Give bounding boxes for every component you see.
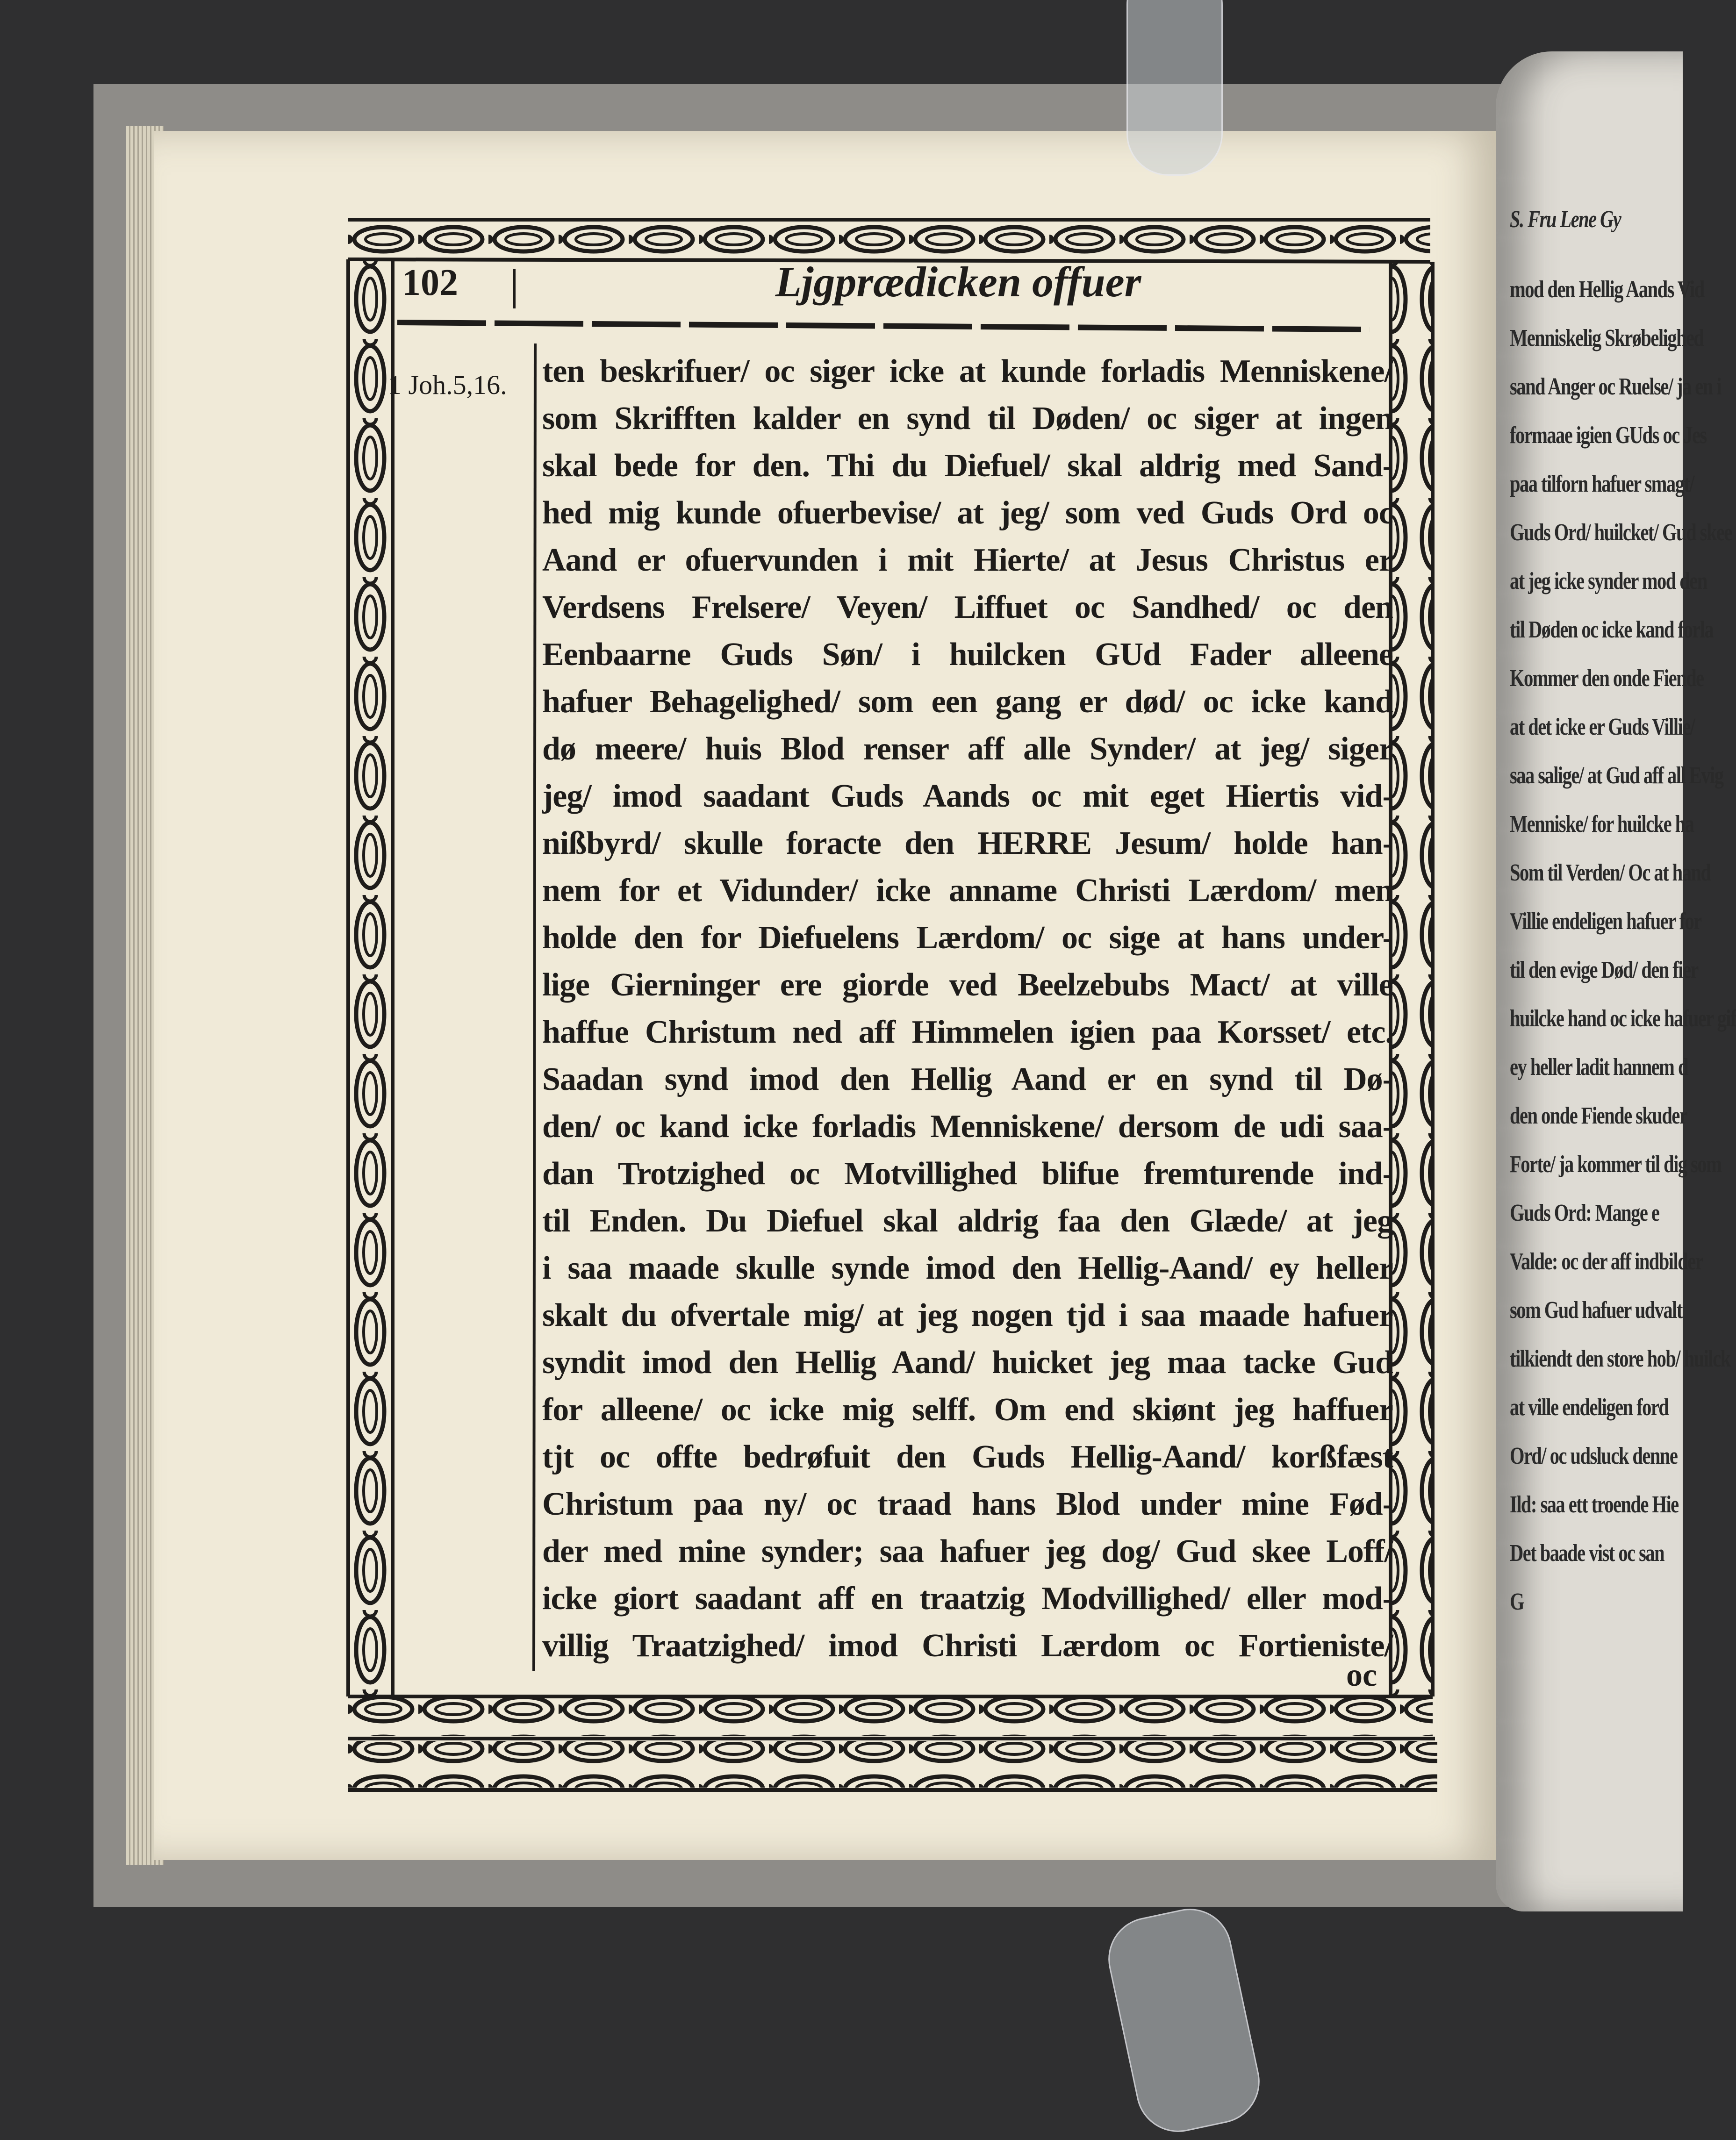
- text-line: ten beskrifuer/ oc siger icke at kunde forladis Menniskene/: [542, 353, 1393, 389]
- text-line: hafuer Behagelighed/ som een gang er død/ oc icke kand: [542, 684, 1393, 720]
- facing-text-line: Villie endeligen hafuer for: [1510, 908, 1701, 935]
- text-line: Christum paa ny/ oc traad hans Blod under mine Fød-: [542, 1486, 1393, 1522]
- facing-text-line: Menniskelig Skrøbelighed: [1510, 325, 1704, 351]
- text-line: som Skrifften kalder en synd til Døden/ oc siger at ingen: [542, 401, 1393, 437]
- text-line: villig Traatzighed/ imod Christi Lærdom oc Fortieniste/: [542, 1628, 1393, 1664]
- facing-text-line: at ville endeligen ford: [1510, 1394, 1669, 1421]
- facing-text-line: Forte/ ja kommer til dig som: [1510, 1151, 1722, 1178]
- border-left: [348, 259, 393, 1696]
- border-bottom: [348, 1696, 1437, 1790]
- facing-text-line: Guds Ord/ huilcket/ Gud skee: [1510, 519, 1732, 546]
- facing-text-line: Kommer den onde Fiende: [1510, 665, 1704, 692]
- running-head: Ljgprædicken offuer: [775, 258, 1141, 306]
- text-line: icke giort saadant aff en traatzig Modvillighed/ eller mod-: [542, 1581, 1393, 1617]
- facing-text-line: saa salige/ at Gud aff all Evig: [1510, 762, 1723, 789]
- facing-text-line: mod den Hellig Aands Vid: [1510, 276, 1704, 303]
- facing-text-line: at det icke er Guds Villie/: [1510, 714, 1695, 740]
- text-line: syndit imod den Hellig Aand/ huicket jeg maa tacke Gud: [542, 1345, 1393, 1381]
- text-line: lige Gierninger ere giorde ved Beelzebubs Mact/ at ville: [542, 967, 1393, 1003]
- border-top: [348, 220, 1430, 262]
- text-line: dan Trotzighed oc Motvillighed blifue fremturende ind-: [542, 1156, 1393, 1192]
- text-line: nem for et Vidunder/ icke anname Christi Lærdom/ men: [542, 873, 1393, 909]
- text-line: Verdsens Frelsere/ Veyen/ Liffuet oc Sandhed/ oc den: [542, 589, 1393, 625]
- facing-text-line: tilkiendt den store hob/ huilck: [1510, 1346, 1730, 1372]
- facing-text-line: Det baade vist oc san: [1510, 1540, 1664, 1567]
- text-line: den/ oc kand icke forladis Menniskene/ dersom de udi saa-: [542, 1109, 1393, 1145]
- header-rule: [397, 322, 1370, 329]
- text-line: skal bede for den. Thi du Diefuel/ skal aldrig med Sand-: [542, 448, 1393, 484]
- facing-text-line: huilcke hand oc icke hafuer gif: [1510, 1005, 1736, 1032]
- facing-text-line: den onde Fiende skuder: [1510, 1102, 1687, 1129]
- facing-text-line: Valde: oc der aff indbilder: [1510, 1248, 1703, 1275]
- text-line: dø meere/ huis Blod renser aff alle Synder/ at jeg/ siger: [542, 731, 1393, 767]
- text-column-rule: [534, 344, 535, 1671]
- page-number: 102: [402, 262, 458, 303]
- text-line: i saa maade skulle synde imod den Hellig-Aand/ ey heller: [542, 1250, 1393, 1286]
- text-line: der med mine synder; saa hafuer jeg dog/ Gud skee Loff/: [542, 1533, 1393, 1569]
- facing-running-head: S. Fru Lene Gy: [1510, 206, 1621, 233]
- text-line: Saadan synd imod den Hellig Aand er en synd til Dø-: [542, 1061, 1393, 1097]
- facing-text-line: G: [1510, 1589, 1524, 1615]
- facing-text-line: Ord/ oc udsluck denne: [1510, 1443, 1678, 1469]
- facing-text-line: ey heller ladit hannem d: [1510, 1054, 1688, 1081]
- facing-text-line: Ild: saa ett troende Hie: [1510, 1491, 1679, 1518]
- border-right: [1391, 262, 1433, 1696]
- text-line: Eenbaarne Guds Søn/ i huilcken GUd Fader alleene: [542, 637, 1393, 673]
- text-line: nißbyrd/ skulle foracte den HERRE Jesum/ holde han-: [542, 825, 1393, 861]
- text-line: haffue Christum ned aff Himmelen igien paa Korsset/ etc.: [542, 1014, 1393, 1050]
- margin-reference: 1 Joh.5,16.: [388, 370, 507, 400]
- facing-text-line: Guds Ord: Mange e: [1510, 1200, 1659, 1226]
- text-line: til Enden. Du Diefuel skal aldrig faa den Glæde/ at jeg: [542, 1203, 1393, 1239]
- text-line: skalt du ofvertale mig/ at jeg nogen tjd i saa maade hafuer: [542, 1297, 1393, 1333]
- catchword: oc: [1346, 1657, 1377, 1693]
- text-line: Aand er ofuervunden i mit Hierte/ at Jesus Christus er: [542, 542, 1393, 578]
- facing-text-line: til Døden oc icke kand forla: [1510, 616, 1714, 643]
- text-line: holde den for Diefuelens Lærdom/ oc sige at hans under-: [542, 920, 1393, 956]
- facing-text-line: som Gud hafuer udvalt: [1510, 1297, 1682, 1324]
- facing-text-line: til den evige Død/ den fier: [1510, 957, 1698, 983]
- book-clip-top: [1126, 0, 1223, 176]
- facing-text-line: paa tilforn hafuer smagt/: [1510, 471, 1694, 497]
- text-line: hed mig kunde ofuerbevise/ at jeg/ som ved Guds Ord oc: [542, 495, 1393, 531]
- facing-text-line: sand Anger oc Ruelse/ ja en i: [1510, 373, 1722, 400]
- facing-text-line: Menniske/ for huilcke ha: [1510, 811, 1694, 837]
- facing-text-line: Som til Verden/ Oc at hand: [1510, 859, 1711, 886]
- facing-text-line: at jeg icke synder mod den: [1510, 568, 1707, 594]
- text-line: jeg/ imod saadant Guds Aands oc mit eget Hiertis vid-: [542, 778, 1393, 814]
- facing-text-line: formaae igien GUds oc Jes: [1510, 422, 1707, 449]
- text-line: for alleene/ oc icke mig selff. Om end skiønt jeg haffuer: [542, 1392, 1393, 1428]
- text-line: tjt oc offte bedrøfuit den Guds Hellig-Aand/ korßfæst: [542, 1439, 1393, 1475]
